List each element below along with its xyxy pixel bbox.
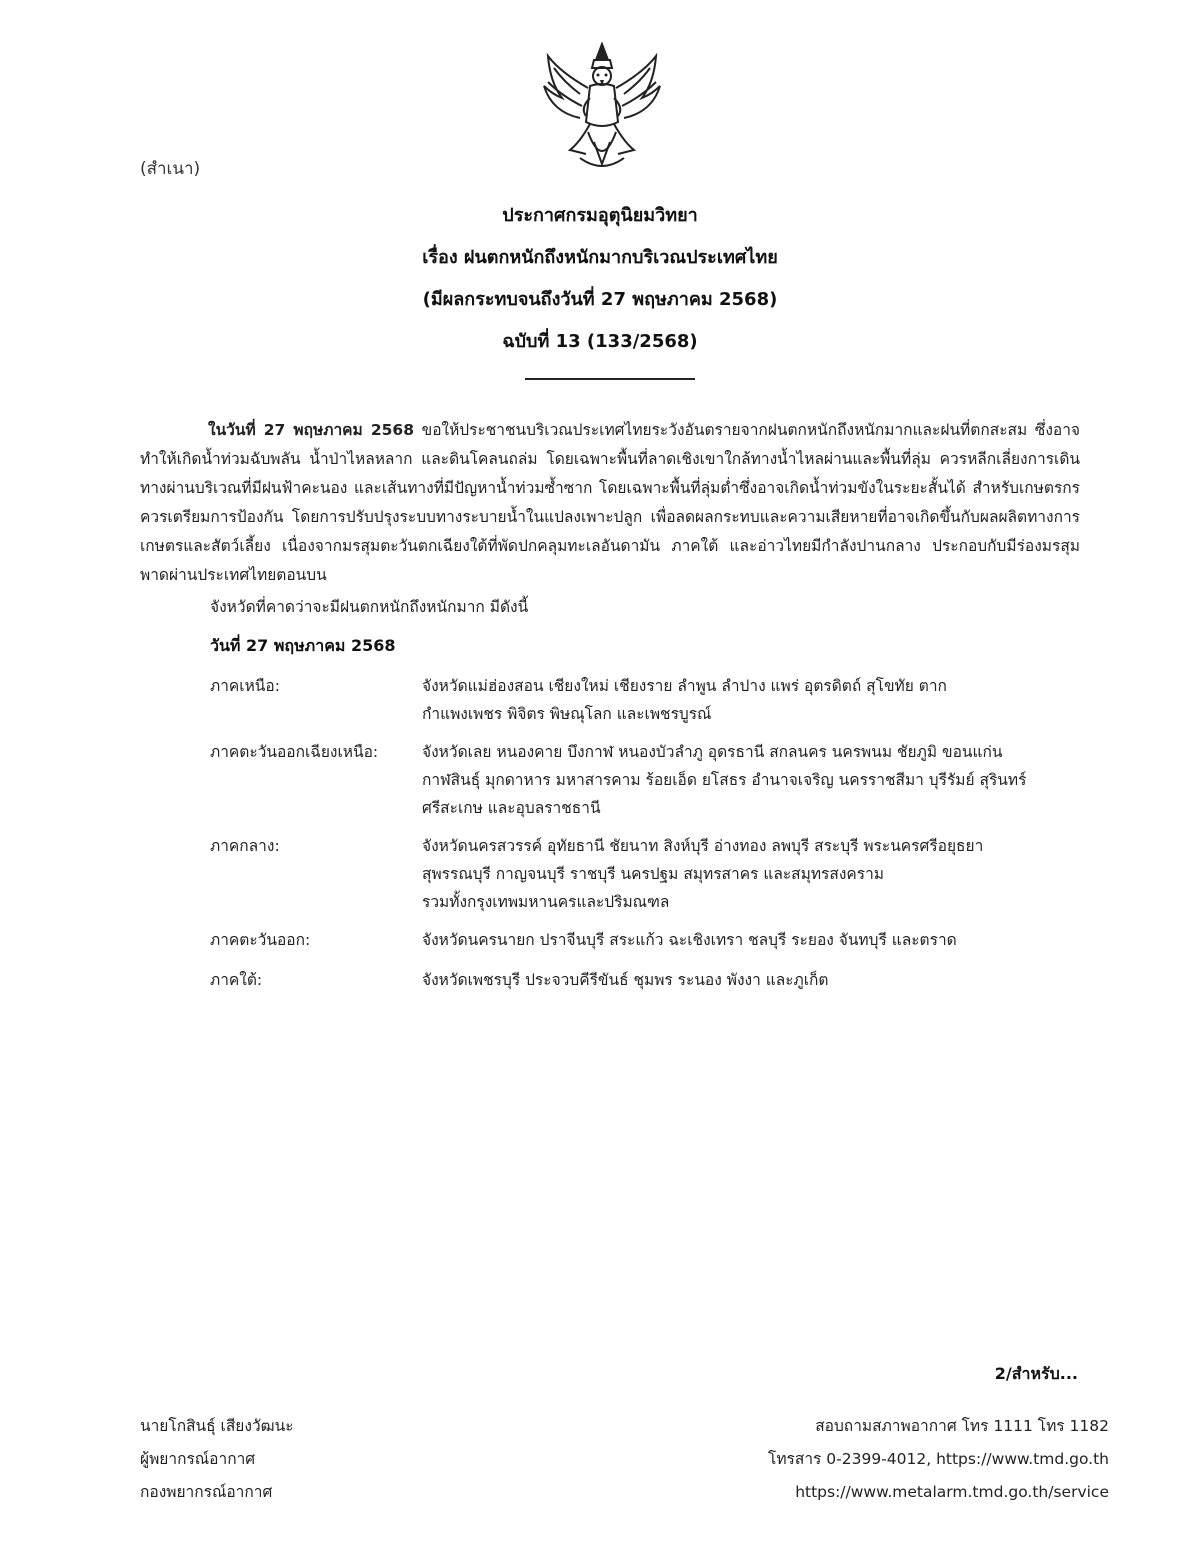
province-line: กำแพงเพชร พิจิตร พิษณุโลก และเพชรบูรณ์ bbox=[422, 705, 712, 723]
region-central bbox=[210, 832, 1090, 916]
province-line: สุพรรณบุรี กาญจนบุรี ราชบุรี นครปฐม สมุทรสาคร และสมุทรสงคราม bbox=[422, 865, 885, 883]
region-provinces bbox=[422, 926, 1090, 954]
signer-title: ผู้พยากรณ์อากาศ bbox=[140, 1450, 256, 1468]
province-line: จังหวัดแม่ฮ่องสอน เชียงใหม่ เชียงราย ลำพูน ลำปาง แพร่ อุตรดิตถ์ สุโขทัย ตาก bbox=[422, 677, 947, 695]
provinces-intro: จังหวัดที่คาดว่าจะมีฝนตกหนักถึงหนักมาก มีดังนี้ bbox=[210, 598, 529, 616]
warning-date-lead: ในวันที่ 27 พฤษภาคม 2568 bbox=[208, 421, 414, 439]
region-name: ภาคเหนือ: bbox=[210, 677, 280, 695]
province-line: กาฬสินธุ์ มุกดาหาร มหาสารคาม ร้อยเอ็ด ยโสธร อำนาจเจริญ นครราชสีมา บุรีรัมย์ สุรินทร์ bbox=[422, 771, 1027, 789]
signer-name: นายโกสินธุ์ เสียงวัฒนะ bbox=[140, 1417, 294, 1435]
province-line: จังหวัดนครนายก ปราจีนบุรี สระแก้ว ฉะเชิงเทรา ชลบุรี ระยอง จันทบุรี และตราด bbox=[422, 931, 957, 949]
province-line: จังหวัดนครสวรรค์ อุทัยธานี ชัยนาท สิงห์บุรี อ่างทอง ลพบุรี สระบุรี พระนครศรีอยุธยา bbox=[422, 837, 984, 855]
signature-block bbox=[140, 1410, 294, 1509]
warning-paragraph bbox=[140, 416, 1080, 590]
effective-period: (มีผลกระทบจนถึงวันที่ 27 พฤษภาคม 2568) bbox=[422, 289, 778, 310]
region-name: ภาคใต้: bbox=[210, 971, 263, 989]
contact-fax: โทรสาร 0-2399-4012, https://www.tmd.go.th bbox=[768, 1450, 1109, 1468]
copy-mark: (สำเนา) bbox=[140, 159, 201, 179]
province-line: รวมทั้งกรุงเทพมหานครและปริมณฑล bbox=[422, 893, 670, 911]
region-provinces bbox=[422, 672, 1090, 728]
contact-url: https://www.metalarm.tmd.go.th/service bbox=[795, 1483, 1109, 1501]
warning-text: ขอให้ประชาชนบริเวณประเทศไทยระวังอันตรายจากฝนตกหนักถึงหนักมากและฝนที่ตกสะสม ซึ่งอาจทำให้เกิดน้ำท่วมฉับพลัน น้ำป่าไหลหลาก และดินโคลนถล่ม โดยเฉพาะพื้นที่ลาดเชิงเขาใกล้ทางน้ำไหลผ่านและพื้นที่ลุ่ม ควรหลีกเลี่ยงการเดินทางผ่านบริเวณที่มีฝนฟ้าคะนอง และเส้นทางที่มีปัญหาน้ำท่วมซ้ำซาก โดยเฉพาะพื้นที่ลุ่มต่ำซึ่งอาจเกิดน้ำท่วมขังในระยะสั้นได้ สำหรับเกษตรกรควรเตรียมการป้องกัน โดยการปรับปรุงระบบทางระบายน้ำในแปลงเพาะปลูก เพื่อลดผลกระทบและความเสียหายที่อาจเกิดขึ้นกับผลผลิตทางการเกษตรและสัตว์เลี้ยง เนื่องจากมรสุมตะวันตกเฉียงใต้ที่พัดปกคลุมทะเลอันดามัน ภาคใต้ และอ่าวไทยมีกำลังปานกลาง ประกอบกับมีร่องมรสุมพาดผ่านประเทศไทยตอนบน bbox=[140, 421, 1080, 584]
contact-phone: สอบถามสภาพอากาศ โทร 1111 โทร 1182 bbox=[815, 1417, 1109, 1435]
region-name: ภาคตะวันออกเฉียงเหนือ: bbox=[210, 743, 379, 761]
region-provinces bbox=[422, 966, 1090, 994]
region-provinces bbox=[422, 832, 1090, 916]
region-south bbox=[210, 966, 1090, 994]
signer-division: กองพยากรณ์อากาศ bbox=[140, 1483, 273, 1501]
region-name: ภาคกลาง: bbox=[210, 837, 280, 855]
garuda-emblem-icon bbox=[540, 42, 664, 174]
region-name: ภาคตะวันออก: bbox=[210, 931, 311, 949]
province-line: จังหวัดเพชรบุรี ประจวบคีรีขันธ์ ชุมพร ระนอง พังงา และภูเก็ต bbox=[422, 971, 829, 989]
region-northeast bbox=[210, 738, 1090, 822]
announcement-title: ประกาศกรมอุตุนิยมวิทยา bbox=[502, 205, 698, 226]
issue-number: ฉบับที่ 13 (133/2568) bbox=[502, 331, 698, 352]
region-north bbox=[210, 672, 1090, 728]
region-east bbox=[210, 926, 1090, 954]
contact-block bbox=[768, 1410, 1109, 1509]
province-line: จังหวัดเลย หนองคาย บึงกาฬ หนองบัวลำภู อุดรธานี สกลนคร นครพนม ชัยภูมิ ขอนแก่น bbox=[422, 743, 1003, 761]
forecast-date-heading: วันที่ 27 พฤษภาคม 2568 bbox=[210, 636, 396, 655]
announcement-subject: เรื่อง ฝนตกหนักถึงหนักมากบริเวณประเทศไทย bbox=[422, 247, 778, 268]
province-line: ศรีสะเกษ และอุบลราชธานี bbox=[422, 799, 601, 817]
region-provinces bbox=[422, 738, 1090, 822]
next-page-indicator: 2/สำหรับ... bbox=[994, 1364, 1078, 1383]
header-divider bbox=[525, 378, 695, 380]
